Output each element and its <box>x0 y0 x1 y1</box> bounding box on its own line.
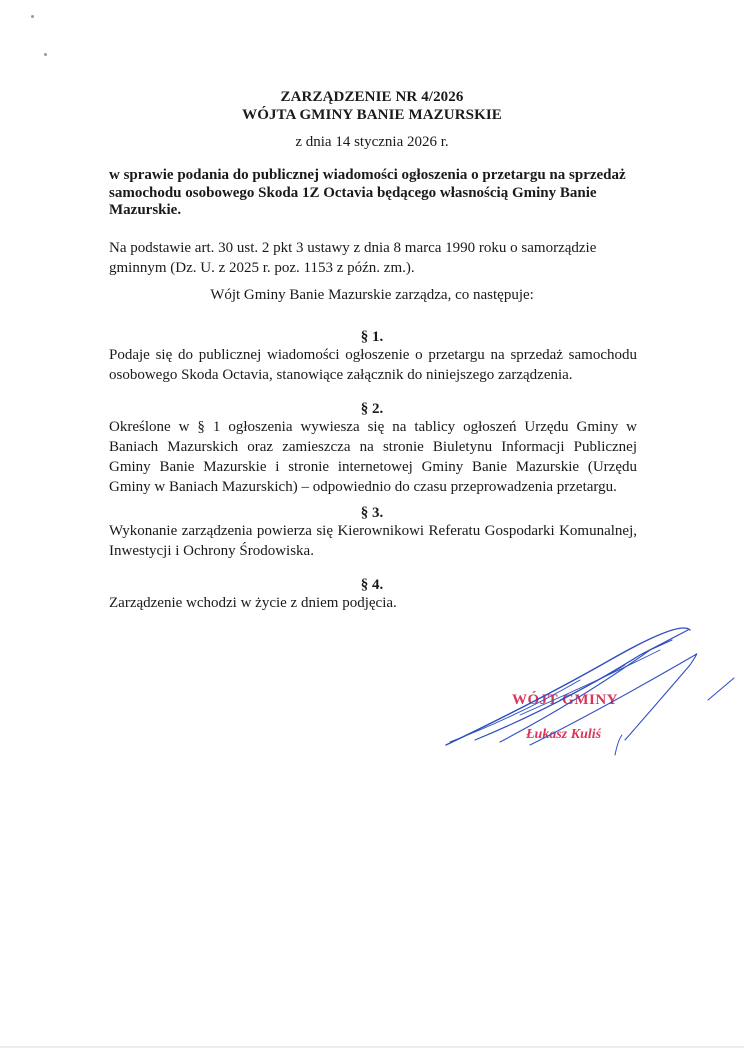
document-date: z dnia 14 stycznia 2026 r. <box>295 134 449 150</box>
section-4-text: Zarządzenie wchodzi w życie z dniem podjęcia. <box>109 595 397 611</box>
legal-basis: Na podstawie art. 30 ust. 2 pkt 3 ustawy z dnia 8 marca 1990 roku o samorządzie gminnym (Dz. U. z 2025 r. poz. 1153 z późn. zm.). <box>109 240 597 276</box>
section-1-text: Podaje się do publicznej wiadomości ogłoszenie o przetargu na sprzedaż samochodu osobowego Skoda Octavia, stanowiące załącznik do niniejszego zarządzenia. <box>109 347 637 383</box>
section-3-label: § 3. <box>360 505 384 521</box>
section-1-label: § 1. <box>360 329 384 345</box>
section-4-label: § 4. <box>360 577 384 593</box>
stamp-office: WÓJT GMINY <box>512 692 618 708</box>
stamp-name: Łukasz Kuliś <box>526 727 602 742</box>
preamble: Wójt Gminy Banie Mazurskie zarządza, co następuje: <box>210 287 534 303</box>
title-line-1: ZARZĄDZENIE NR 4/2026 <box>280 89 464 105</box>
scan-edge <box>0 1046 744 1048</box>
title-line-2: WÓJTA GMINY BANIE MAZURSKIE <box>242 107 502 123</box>
section-2-text: Określone w § 1 ogłoszenia wywiesza się na tablicy ogłoszeń Urzędu Gminy w Baniach Mazurskich oraz zamieszcza na stronie Biuletynu Informacji Publicznej Gminy Banie Mazurskie i stronie internetowej Gminy Banie Mazurskie (Urzędu Gminy w Baniach Mazurskich) – odpowiednio do czasu przeprowadzenia przetargu. <box>109 419 637 495</box>
section-2-label: § 2. <box>360 401 384 417</box>
document-subject: w sprawie podania do publicznej wiadomości ogłoszenia o przetargu na sprzedaż samochodu osobowego Skoda 1Z Octavia będącego własnością Gminy Banie Mazurskie. <box>109 167 626 218</box>
section-3-text: Wykonanie zarządzenia powierza się Kierownikowi Referatu Gospodarki Komunalnej, Inwestycji i Ochrony Środowiska. <box>109 523 637 559</box>
